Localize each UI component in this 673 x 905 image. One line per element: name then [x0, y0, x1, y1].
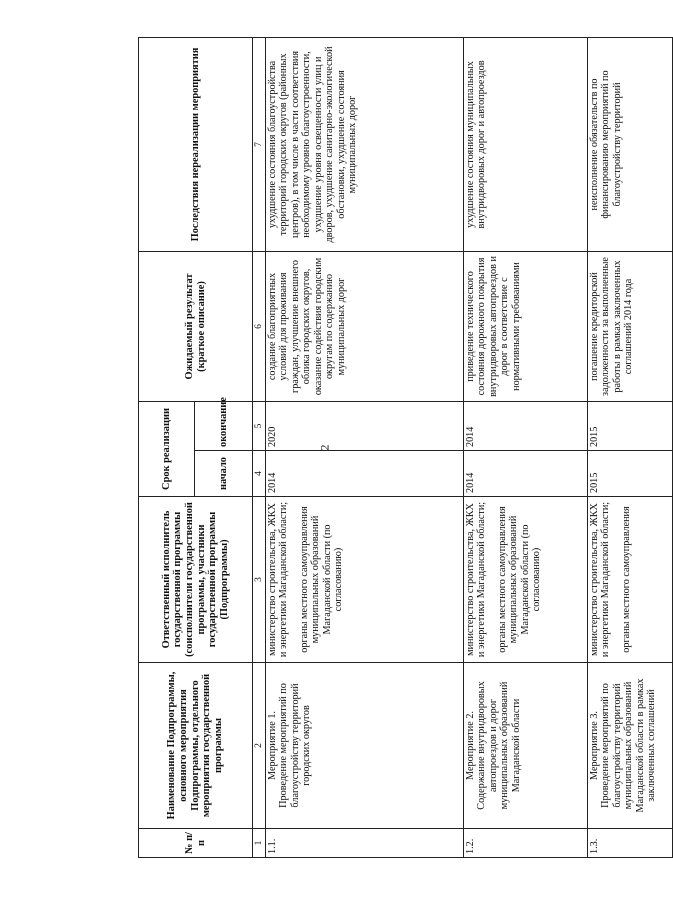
- consequence: ухудшение состояния муниципальных внутридворовых дорог и автопроездов: [464, 37, 588, 251]
- header-end: окончание: [195, 401, 253, 450]
- table-row: [464, 37, 588, 857]
- header-row-1: [139, 37, 195, 857]
- header-result: Ожидаемый результат (краткое описание): [139, 251, 253, 401]
- expected-result: погашение кредиторской задолженности за выполненные работы в рамках заключенных соглашений 2014 года: [588, 251, 673, 401]
- table-row: [588, 37, 673, 857]
- executor-cell: [464, 497, 588, 663]
- column-number: 4: [253, 451, 266, 497]
- expected-result: создание благоприятных условий для проживания граждан, улучшение внешнего облика городских округов, оказание содействия городским округам по содержанию муниципальных дорог: [266, 251, 464, 401]
- header-consequence: Последствия нереализации мероприятия: [139, 37, 253, 251]
- expected-result: приведение технического состояния дорожного покрытия внутридворовых автопроездов и дорог в соответствие с нормативными требованиями: [464, 251, 588, 401]
- program-activities-table: [138, 37, 673, 858]
- header-period: Срок реализации: [139, 401, 195, 496]
- executor-ministry: министерство строительства, ЖКХ и энергетики Магаданской области;: [465, 501, 488, 658]
- row-number: 1.1.: [266, 829, 464, 858]
- executor-local: органы местного самоуправления: [620, 506, 632, 653]
- activity-name-cell: [464, 663, 588, 829]
- activity-title: Мероприятие 2.: [465, 711, 476, 780]
- table-row: [266, 37, 464, 857]
- column-number: 1: [253, 829, 266, 858]
- executor-local: органы местного самоуправления муниципальных образований Магаданской области (по согласованию): [298, 506, 345, 653]
- row-number: 1.2.: [464, 829, 588, 858]
- column-number: 7: [253, 37, 266, 251]
- executor-local: органы местного самоуправления муниципальных образований Магаданской области (по согласованию): [496, 506, 543, 653]
- consequence: неисполнение обязательств по финансированию мероприятий по благоустройству территорий: [588, 37, 673, 251]
- header-start: начало: [195, 451, 253, 497]
- rotated-table-frame: [138, 38, 658, 858]
- activity-name-cell: [266, 663, 464, 829]
- page-number: 2: [317, 444, 332, 451]
- executor-ministry: министерство строительства, ЖКХ и энергетики Магаданской области;: [267, 501, 290, 658]
- activity-title: Мероприятие 3.: [589, 711, 600, 780]
- period-start: 2014: [266, 451, 464, 497]
- header-num: № п/п: [139, 829, 253, 858]
- header-name: Наименование Подпрограммы, основного мероприятия Подпрограммы, отдельного мероприятия государственной программы: [139, 663, 253, 829]
- activity-description: Проведение мероприятий по благоустройству территорий городских округов: [278, 683, 313, 808]
- executor-ministry: министерство строительства, ЖКХ и энергетики Магаданской области;: [589, 501, 612, 658]
- column-number: 3: [253, 497, 266, 663]
- period-end: 2015: [588, 401, 673, 450]
- column-number: 5: [253, 401, 266, 450]
- executor-cell: [266, 497, 464, 663]
- activity-title: Мероприятие 1.: [267, 711, 278, 780]
- column-number-row: [253, 37, 266, 857]
- activity-description: Содержание внутридворовых автопроездов и дорог муниципальных образований Магаданской области: [476, 681, 522, 810]
- executor-cell: [588, 497, 673, 663]
- activity-description: Проведение мероприятий по благоустройству территорий муниципальных образований Магаданской области в рамках заключенных соглашений: [600, 678, 658, 813]
- column-number: 6: [253, 251, 266, 401]
- rotated-table-inner: [138, 38, 658, 858]
- period-end: 2014: [464, 401, 588, 450]
- period-start: 2014: [464, 451, 588, 497]
- activity-name-cell: [588, 663, 673, 829]
- column-number: 2: [253, 663, 266, 829]
- consequence: ухудшение состояния благоустройства территорий городских округов (районных центров), в том числе в части соответствия необходимому уровню благоустроенности, ухудшение уровня освещенности улиц и дворов, ухудшение санитарно-экологической обстановки, ухудшение состояния муниципальных дорог: [266, 37, 464, 251]
- header-executor: Ответственный исполнитель государственной программы (соисполнители государственной программы, участники государственной программы (Подпрограммы): [139, 497, 253, 663]
- period-end: 2020: [266, 401, 464, 450]
- period-start: 2015: [588, 451, 673, 497]
- row-number: 1.3.: [588, 829, 673, 858]
